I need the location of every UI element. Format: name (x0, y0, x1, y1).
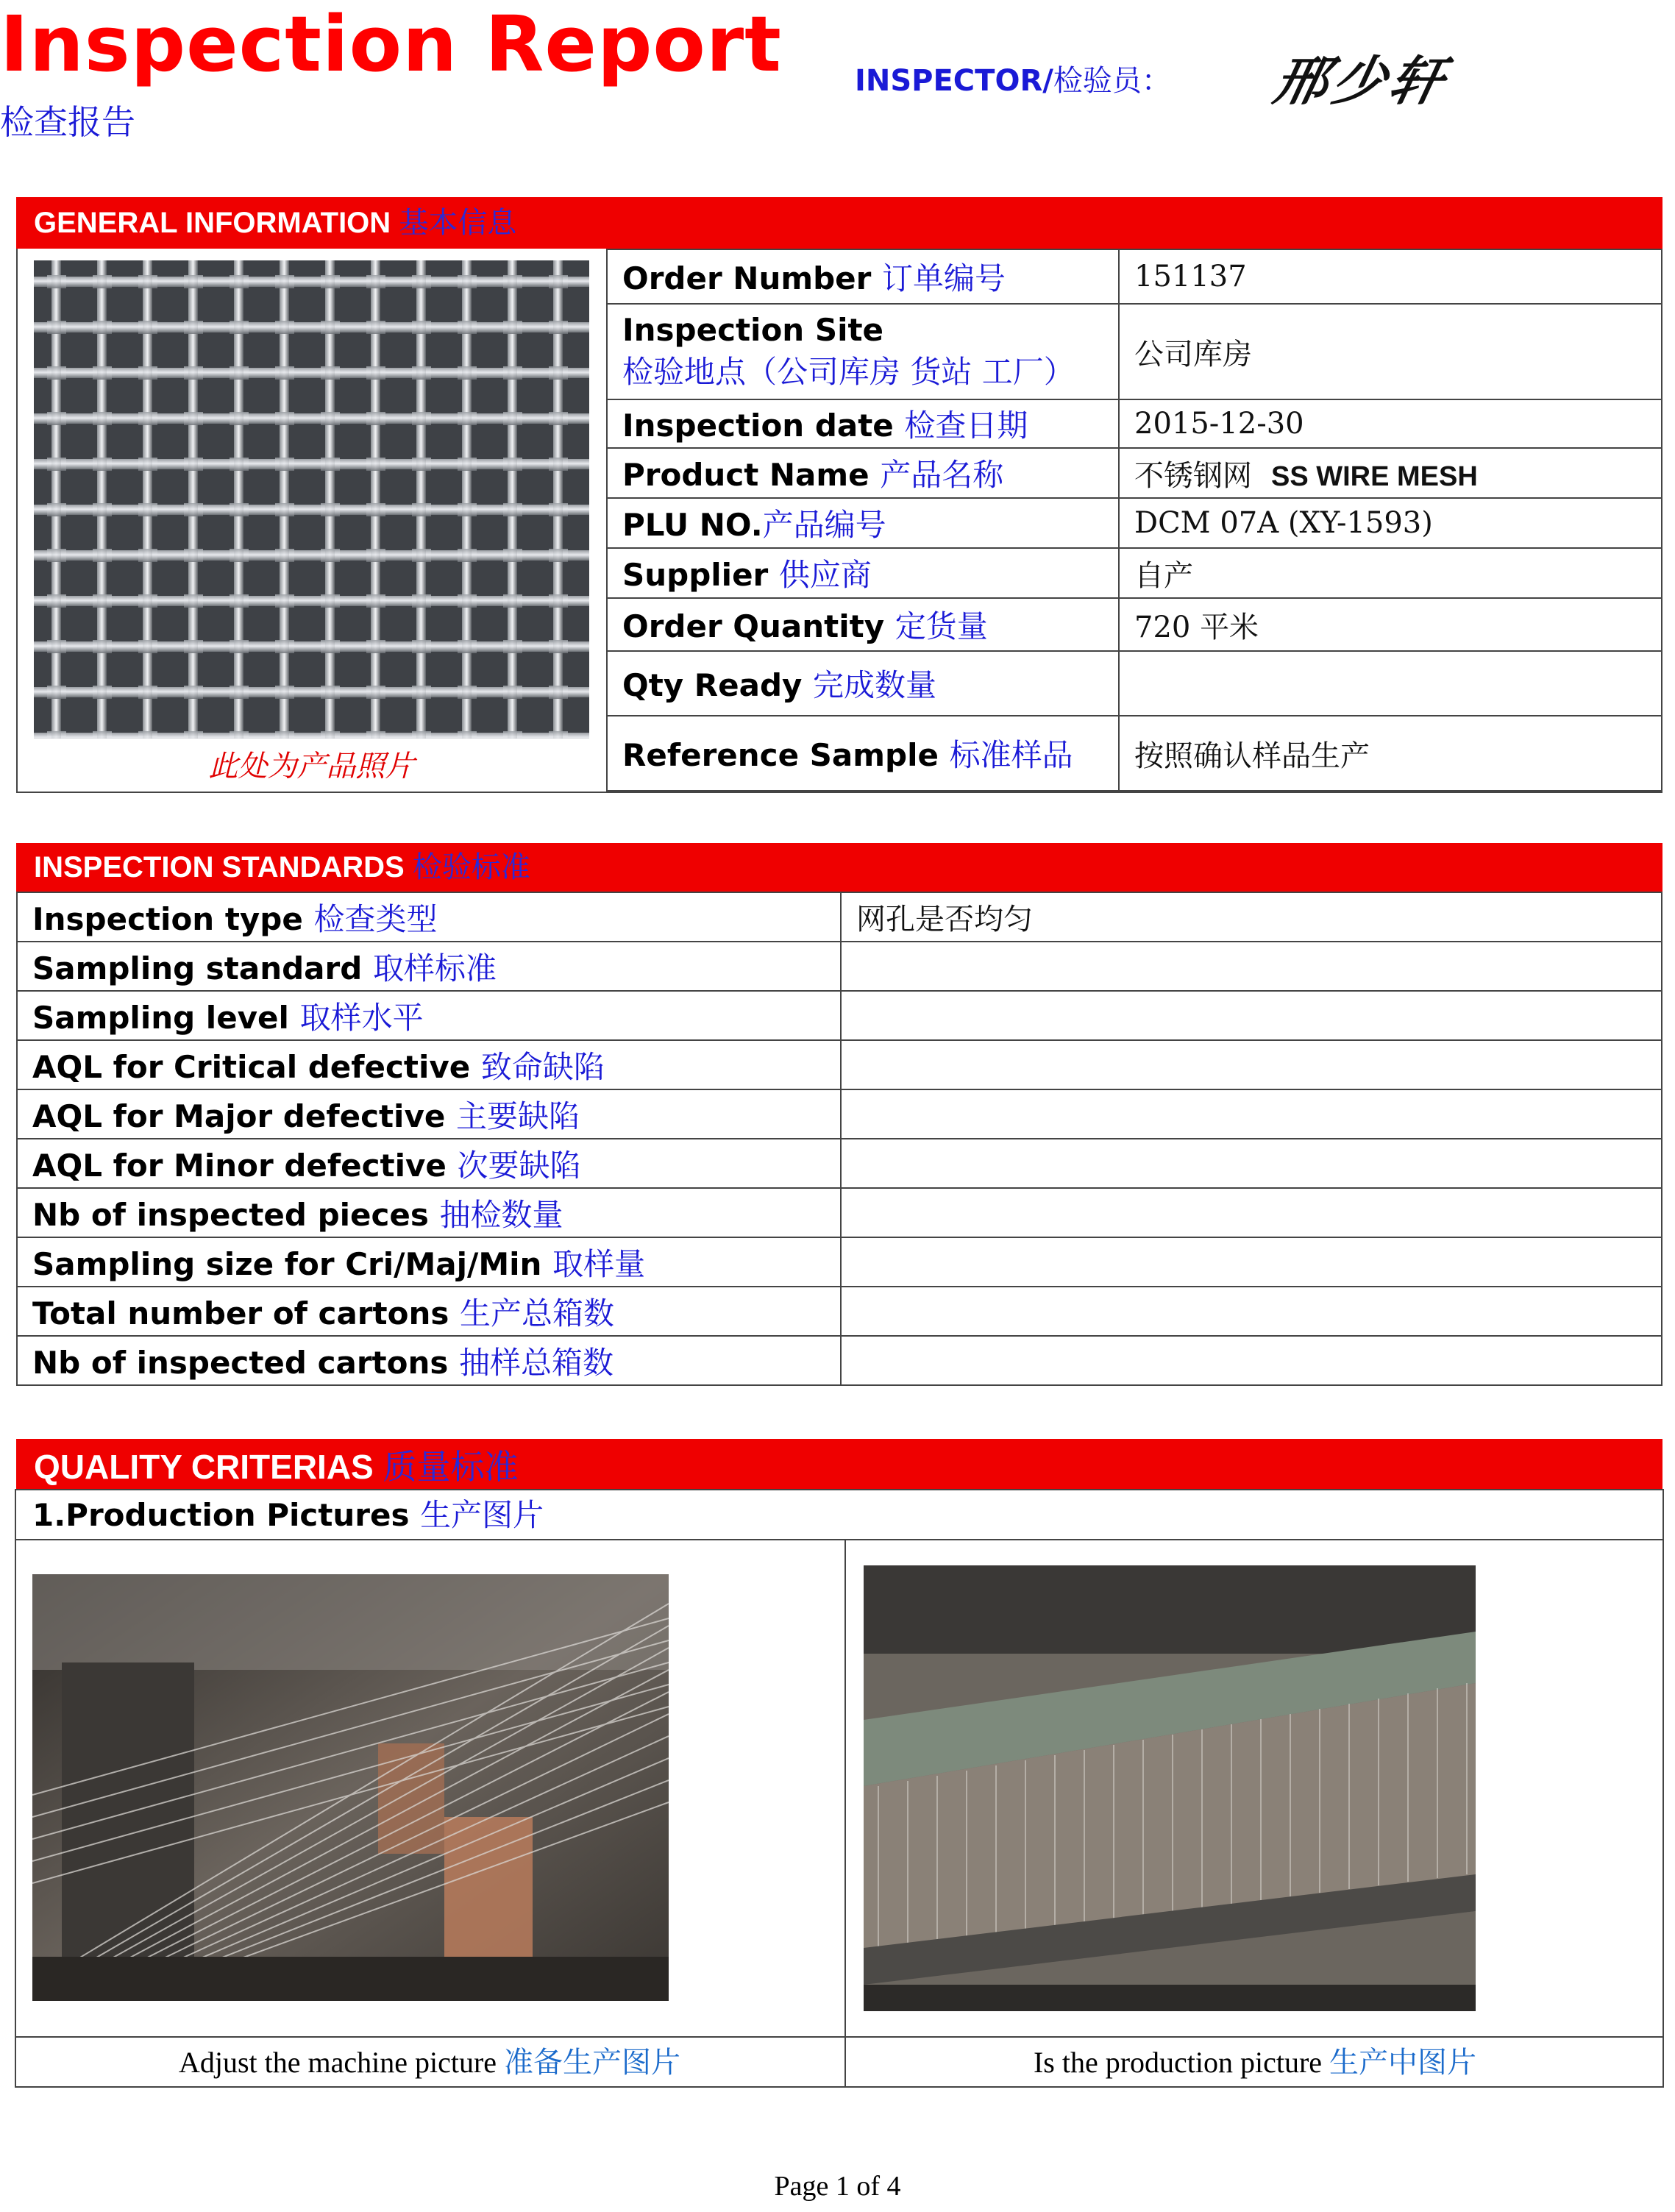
general-info-value-text: 自产 (1134, 558, 1193, 593)
general-info-label-cn: 定货量 (895, 608, 988, 644)
standards-label (17, 1287, 841, 1336)
standards-label (17, 892, 841, 942)
general-info-label-cn: 订单编号 (882, 260, 1006, 296)
general-info-bar-cn: 基本信息 (399, 206, 517, 240)
caption-right-en: Is the production picture (1033, 2046, 1323, 2079)
standards-label-en: Total number of cartons (32, 1295, 449, 1331)
general-info-label (607, 304, 1119, 399)
quality-criterias-bar-en: QUALITY CRITERIAS (34, 1448, 374, 1486)
general-info-value (1119, 249, 1662, 304)
general-info-row (607, 598, 1662, 651)
standards-value (841, 1139, 1662, 1188)
standards-label-cn: 取样标准 (372, 950, 497, 986)
standards-label-cn: 主要缺陷 (455, 1098, 580, 1134)
standards-value (841, 1089, 1662, 1139)
standards-value (841, 1336, 1662, 1385)
standards-label-cn: 抽样总箱数 (458, 1344, 614, 1381)
quality-criterias-bar-cn: 质量标准 (383, 1447, 519, 1487)
wire-mesh-image (34, 260, 589, 739)
general-info-label (607, 498, 1119, 548)
standards-value (841, 1237, 1662, 1287)
standards-value-text: 网孔是否均匀 (856, 903, 1033, 936)
general-info-value (1119, 304, 1662, 399)
inspection-standards-bar (16, 843, 1662, 892)
standards-label-en: Sampling level (32, 999, 289, 1036)
caption-left-cn: 准备生产图片 (504, 2046, 681, 2080)
inspector-signature: 邢少轩 (1268, 49, 1454, 112)
general-info-value (1119, 716, 1662, 791)
standards-row (17, 892, 1662, 942)
general-info-label-en: Supplier (622, 557, 769, 593)
general-info-value-text: 不锈钢网 (1134, 458, 1252, 493)
machine-adjust-photo (32, 1574, 669, 2001)
inspector-label-en: INSPECTOR/ (855, 64, 1053, 98)
standards-label (17, 991, 841, 1040)
general-info-value-text: 151137 (1134, 260, 1247, 294)
general-info-label-cn: 完成数量 (813, 667, 937, 703)
report-title: Inspection Report (0, 0, 782, 89)
in-production-photo (864, 1565, 1476, 2011)
production-pictures-title-cn: 生产图片 (420, 1497, 544, 1533)
general-info-label (607, 598, 1119, 651)
caption-left-en: Adjust the machine picture (178, 2046, 497, 2079)
standards-label-en: Nb of inspected cartons (32, 1344, 449, 1381)
standards-value (841, 942, 1662, 991)
general-info-label-en: Product Name (622, 457, 869, 493)
general-info-row (607, 304, 1662, 399)
general-info-label (607, 548, 1119, 598)
general-info-value-text: 按照确认样品生产 (1134, 739, 1370, 773)
production-pictures-title-en: 1.Production Pictures (32, 1497, 410, 1533)
general-info-value (1119, 651, 1662, 716)
general-info-value-text: 720 平米 (1134, 610, 1259, 644)
standards-value (841, 1287, 1662, 1336)
standards-value (841, 1188, 1662, 1237)
standards-label-cn: 次要缺陷 (457, 1147, 581, 1184)
page-number: Page 1 of 4 (774, 2171, 901, 2202)
standards-label-en: Inspection type (32, 900, 303, 937)
general-info-bar (16, 197, 1662, 249)
standards-label-cn: 致命缺陷 (480, 1048, 605, 1085)
general-info-table (606, 249, 1662, 792)
inspector-label-cn: 检验员： (1053, 64, 1171, 98)
general-info-label (607, 716, 1119, 791)
standards-row (17, 1040, 1662, 1089)
general-info-label (607, 399, 1119, 448)
general-info-label-en: Order Number (622, 260, 872, 296)
general-info-label (607, 249, 1119, 304)
general-info-row (607, 716, 1662, 791)
standards-row (17, 1188, 1662, 1237)
general-info-label-en: Inspection date (622, 408, 894, 444)
standards-value (841, 991, 1662, 1040)
standards-label-en: Sampling standard (32, 950, 363, 986)
general-info-row (607, 399, 1662, 448)
machine-adjust-image (32, 1574, 669, 2001)
general-info-value-text: DCM 07A (XY-1593) (1134, 506, 1433, 540)
general-info-label-en: Order Quantity (622, 608, 885, 644)
standards-label (17, 942, 841, 991)
standards-label-en: AQL for Major defective (32, 1098, 446, 1134)
standards-label (17, 1139, 841, 1188)
general-info-row (607, 498, 1662, 548)
standards-label-cn: 取样量 (552, 1245, 646, 1282)
standards-label-en: Sampling size for Cri/Maj/Min (32, 1245, 542, 1282)
standards-label-cn: 生产总箱数 (459, 1295, 614, 1331)
caption-right (846, 2038, 1664, 2088)
standards-label-cn: 取样水平 (299, 999, 424, 1036)
standards-row (17, 1089, 1662, 1139)
report-title-cn: 检查报告 (0, 102, 135, 142)
general-info-row (607, 548, 1662, 598)
standards-value (841, 892, 1662, 942)
standards-row (17, 1237, 1662, 1287)
general-info-label-cn: 检查日期 (904, 408, 1028, 444)
production-pictures-title (32, 1495, 544, 1536)
general-info-value-text: 公司库房 (1134, 337, 1252, 371)
caption-left (15, 2038, 844, 2088)
standards-label-cn: 抽检数量 (439, 1196, 563, 1233)
product-photo-caption: 此处为产品照片 (208, 750, 415, 783)
general-info-value (1119, 448, 1662, 498)
inspection-standards-bar-cn: 检验标准 (412, 850, 530, 884)
standards-label (17, 1336, 841, 1385)
general-info-value-extra: SS WIRE MESH (1271, 460, 1478, 492)
in-production-image (864, 1565, 1476, 2011)
general-info-bar-en: GENERAL INFORMATION (34, 207, 391, 239)
standards-label (17, 1237, 841, 1287)
general-info-label-cn: 标准样品 (949, 737, 1073, 773)
general-info-label-cn: 检验地点（公司库房 货站 工厂） (622, 353, 1075, 390)
general-info-row (607, 249, 1662, 304)
general-info-label-en: Reference Sample (622, 737, 939, 773)
general-info-label-cn: 产品名称 (880, 457, 1004, 493)
standards-row (17, 942, 1662, 991)
standards-row (17, 1139, 1662, 1188)
standards-row (17, 1287, 1662, 1336)
general-info-row (607, 651, 1662, 716)
standards-label (17, 1188, 841, 1237)
production-column-divider (844, 1539, 846, 2088)
general-info-value (1119, 399, 1662, 448)
production-title-divider (15, 1539, 1664, 1540)
general-info-label (607, 651, 1119, 716)
standards-label-cn: 检查类型 (313, 900, 438, 937)
general-info-label-cn: 产品编号 (762, 507, 886, 543)
general-info-label (607, 448, 1119, 498)
caption-right-cn: 生产中图片 (1329, 2046, 1477, 2080)
product-photo (34, 260, 589, 739)
inspection-standards-table (16, 892, 1662, 1386)
standards-label-en: Nb of inspected pieces (32, 1196, 429, 1233)
quality-criterias-bar (16, 1439, 1662, 1489)
inspector-label (855, 57, 1171, 99)
general-info-label-en: Qty Ready (622, 667, 803, 703)
general-info-label-en: Inspection Site (622, 311, 884, 348)
general-info-label-cn: 供应商 (778, 557, 872, 593)
general-info-value-text: 2015-12-30 (1134, 407, 1304, 441)
inspection-standards-bar-en: INSPECTION STANDARDS (34, 851, 405, 883)
standards-label-en: AQL for Minor defective (32, 1147, 447, 1184)
general-info-value (1119, 498, 1662, 548)
general-info-value (1119, 548, 1662, 598)
standards-value (841, 1040, 1662, 1089)
general-info-label-en: PLU NO. (622, 507, 763, 543)
standards-row (17, 991, 1662, 1040)
standards-label (17, 1089, 841, 1139)
general-info-row (607, 448, 1662, 498)
standards-row (17, 1336, 1662, 1385)
general-info-value (1119, 598, 1662, 651)
standards-label (17, 1040, 841, 1089)
standards-label-en: AQL for Critical defective (32, 1048, 471, 1085)
